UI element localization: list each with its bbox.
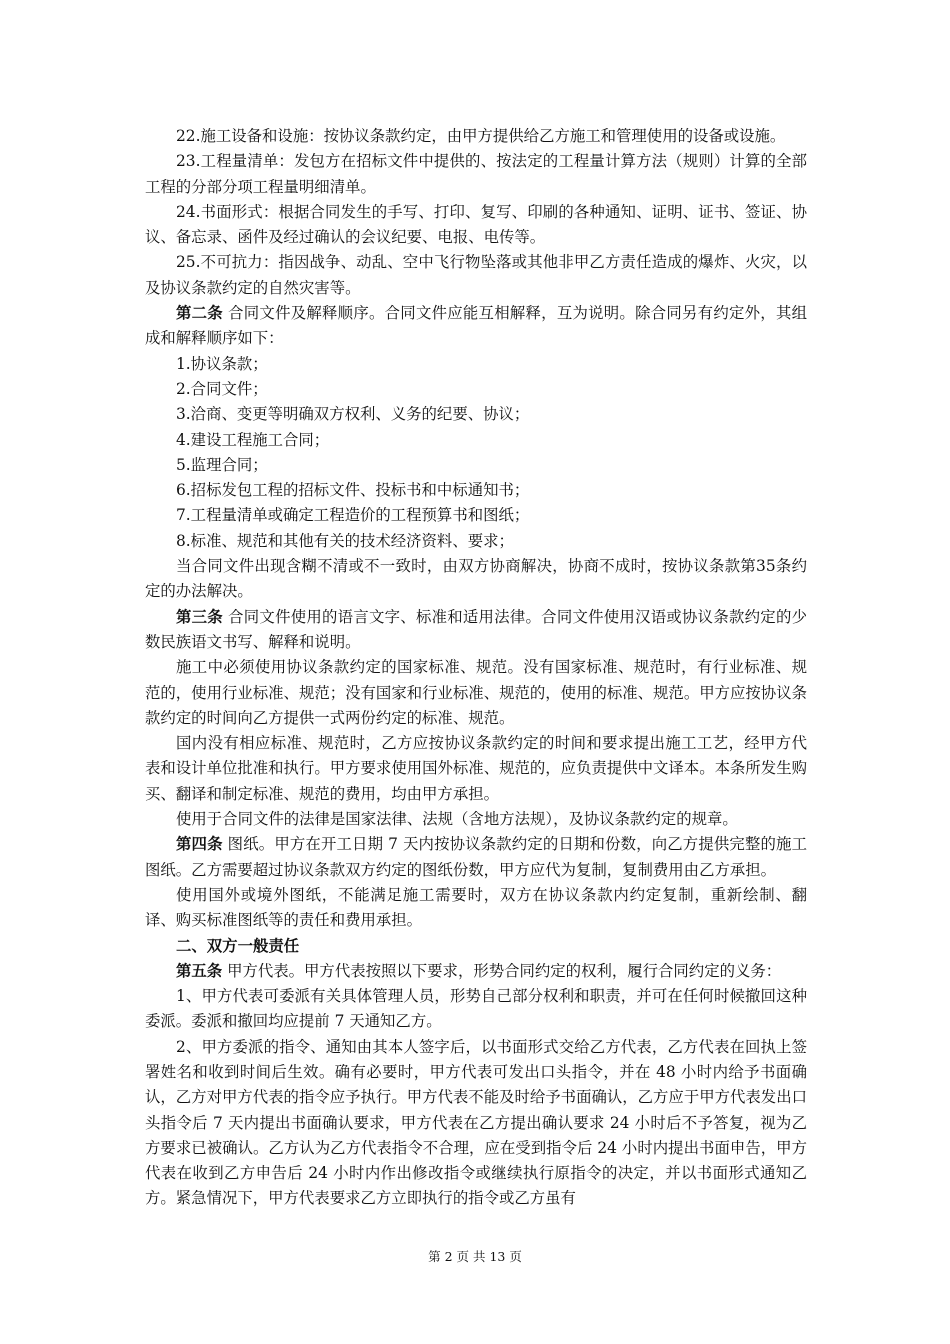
document-body [145, 124, 807, 1212]
paragraph: 1、甲方代表可委派有关具体管理人员，形势自己部分权利和职责，并可在任何时候撤回这种委派。委派和撤回均应提前 7 天通知乙方。 [145, 987, 807, 1031]
paragraph: 施工中必须使用协议条款约定的国家标准、规范。没有国家标准、规范时，有行业标准、规范的，使用行业标准、规范；没有国家和行业标准、规范的，使用的标准、规范。甲方应按协议条款约定的时间向乙方提供一式两份约定的标准、规范。 [145, 658, 807, 727]
list-item: 4.建设工程施工合同； [176, 430, 330, 449]
list-item: 3.洽商、变更等明确双方权利、义务的纪要、协议； [176, 405, 530, 424]
article-2-paragraph: 第二条 合同文件及解释顺序。合同文件应能互相解释，互为说明。除合同另有约定外，其组成和解释顺序如下： [145, 304, 807, 348]
list-item: 5.监理合同； [176, 455, 268, 474]
paragraph: 国内没有相应标准、规范时，乙方应按协议条款约定的时间和要求提出施工工艺，经甲方代表和设计单位批准和执行。甲方要求使用国外标准、规范的，应负责提供中文译本。本条所发生购买、翻译和制定标准、规范的费用，均由甲方承担。 [145, 734, 807, 803]
article-heading: 第四条 [176, 835, 223, 854]
paragraph: 24.书面形式：根据合同发生的手写、打印、复写、印刷的各种通知、证明、证书、签证、协议、备忘录、函件及经过确认的会议纪要、电报、电传等。 [145, 202, 807, 247]
paragraph: 2、甲方委派的指令、通知由其本人签字后，以书面形式交给乙方代表，乙方代表在回执上签署姓名和收到时间后生效。确有必要时，甲方代表可发出口头指令，并在 48 小时内给予书面确认，乙方对甲方代表的指令应予执行。甲方代表不能及时给予书面确认，乙方应于甲方代表发出口头指令后 7 天内提出书面确认要求，甲方代表在乙方提出确认要求 24 小时后不予答复，视为乙方要求已被确认。乙方认为乙方代表指令不合理，应在受到指令后 24 小时内提出书面申告，甲方代表在收到乙方申告后 24 小时内作出修改指令或继续执行原指令的决定，并以书面形式通知乙方。紧急情况下，甲方代表要求乙方立即执行的指令或乙方虽有 [145, 1037, 807, 1208]
list-item: 6.招标发包工程的招标文件、投标书和中标通知书； [176, 481, 530, 500]
article-4-paragraph: 第四条 图纸。甲方在开工日期 7 天内按协议条款约定的日期和份数，向乙方提供完整的施工图纸。乙方需要超过协议条款双方约定的图纸份数，甲方应代为复制，复制费用由乙方承担。 [145, 835, 807, 879]
list-item: 1.协议条款； [176, 354, 268, 373]
article-3-paragraph: 第三条 合同文件使用的语言文字、标准和适用法律。合同文件使用汉语或协议条款约定的少数民族语文书写、解释和说明。 [145, 607, 807, 651]
paragraph: 使用于合同文件的法律是国家法律、法规（含地方法规），及协议条款约定的规章。 [176, 810, 738, 829]
article-heading: 第三条 [176, 607, 223, 626]
article-heading: 第二条 [176, 304, 223, 323]
section-heading: 二、双方一般责任 [176, 936, 300, 955]
list-item: 7.工程量清单或确定工程造价的工程预算书和图纸； [176, 506, 530, 525]
paragraph: 当合同文件出现含糊不清或不一致时，由双方协商解决，协商不成时，按协议条款第35条约定的办法解决。 [145, 557, 807, 601]
paragraph: 25.不可抗力：指因战争、动乱、空中飞行物坠落或其他非甲乙方责任造成的爆炸、火灾，以及协议条款约定的自然灾害等。 [145, 253, 807, 297]
paragraph: 22.施工设备和设施：按协议条款约定，由甲方提供给乙方施工和管理使用的设备或设施。 [176, 127, 786, 145]
list-item: 2.合同文件； [176, 379, 268, 398]
article-heading: 第五条 [176, 961, 223, 980]
paragraph: 23.工程量清单：发包方在招标文件中提供的、按法定的工程量计算方法（规则）计算的全部工程的分部分项工程量明细清单。 [145, 152, 807, 196]
article-5-paragraph: 第五条 甲方代表。甲方代表按照以下要求，形势合同约定的权利，履行合同约定的义务： [176, 961, 782, 980]
list-item: 8.标准、规范和其他有关的技术经济资料、要求； [176, 531, 514, 550]
paragraph: 使用国外或境外图纸，不能满足施工需要时，双方在协议条款内约定复制，重新绘制、翻译、购买标准图纸等的责任和费用承担。 [145, 885, 807, 930]
page-footer: 第 2 页 共 13 页 [428, 1249, 522, 1264]
